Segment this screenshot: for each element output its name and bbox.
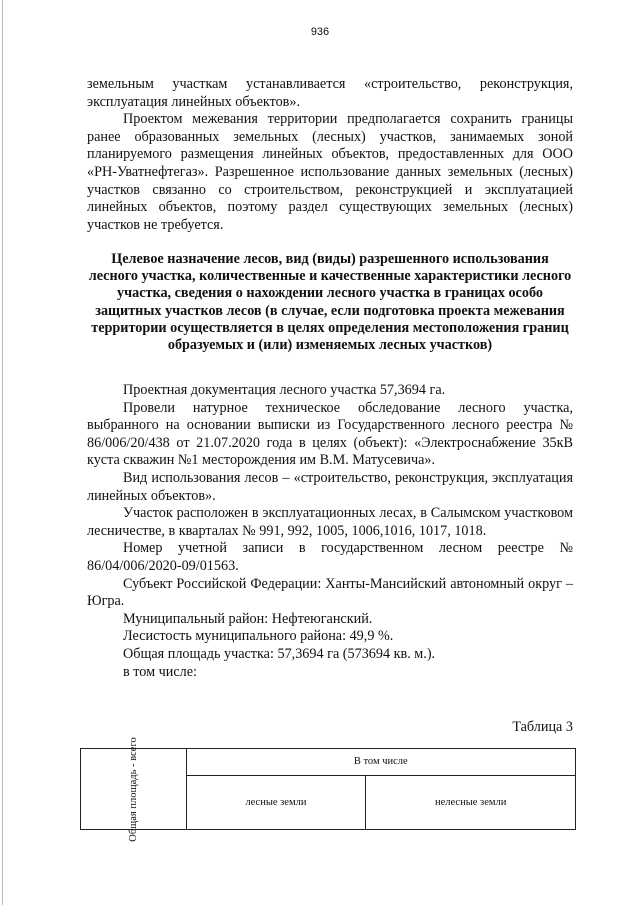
- section-heading: Целевое назначение лесов, вид (виды) разрешенного использования лесного участка, количественные и качественные характеристики лесного участка, сведения о нахождении лесного участка в границах особо защитных участков лесов (в случае, если подготовка проекта межевания территории осуществляется в целях определения местоположения границ образуемых и (или) изменяемых лесных участков): [88, 251, 572, 354]
- area-table: [80, 736, 576, 842]
- body-text: [87, 382, 573, 681]
- header-forest-land: лесные земли: [186, 775, 366, 829]
- body-paragraph-region: Субъект Российской Федерации: Ханты-Мансийский автономный округ – Югра.: [87, 575, 573, 610]
- header-total-area-label: Общая площадь - всего: [127, 736, 139, 842]
- body-paragraph-survey: Провели натурное техническое обследование лесного участка, выбранного на основании выписки из Государственного лесного реестра № 86/006/20/438 от 21.07.2020 года в целях (объект): «Электроснабжение 35кВ куста скважин №1 месторождения им В.М. Матусевича».: [87, 399, 573, 469]
- body-paragraph-including: в том числе:: [123, 663, 197, 680]
- page-number: 936: [310, 26, 330, 38]
- header-including: В том числе: [186, 749, 576, 776]
- body-paragraph-forest-cover: Лесистость муниципального района: 49,9 %.: [123, 628, 394, 645]
- header-total-area: [81, 736, 187, 842]
- intro-paragraph-continued: земельным участкам устанавливается «строительство, реконструкция, эксплуатация линейных объектов».: [87, 76, 573, 110]
- table-header-row: [81, 749, 576, 776]
- body-paragraph-use-type: Вид использования лесов – «строительство, реконструкция, эксплуатация линейных объектов».: [87, 469, 573, 504]
- body-paragraph-total-area: Общая площадь участка: 57,3694 га (573694 кв. м.).: [123, 645, 436, 662]
- header-nonforest-land: нелесные земли: [366, 775, 576, 829]
- intro-text: [87, 76, 573, 234]
- table-caption: Таблица 3: [512, 719, 573, 735]
- body-paragraph-district: Муниципальный район: Нефтеюганский.: [123, 610, 373, 627]
- body-paragraph-registry: Номер учетной записи в государственном лесном реестре № 86/04/006/2020-09/01563.: [87, 540, 573, 574]
- intro-paragraph: Проектом межевания территории предполагается сохранить границы ранее образованных земельных (лесных) участков, занимаемых зоной планируемого размещения линейных объектов, предоставленных для ООО «РН-Уватнефтегаз». Разрешенное использование данных земельных (лесных) участков связанно со строительством, реконструкцией и эксплуатацией линейных объектов, поэтому раздел существующих земельных (лесных) участков не требуется.: [87, 111, 573, 233]
- body-paragraph-project-doc: Проектная документация лесного участка 57,3694 га.: [123, 382, 446, 398]
- body-paragraph-location: Участок расположен в эксплуатационных лесах, в Салымском участковом лесничестве, в кварталах № 991, 992, 1005, 1006,1016, 1017, 1018.: [87, 505, 573, 539]
- page-edge-line: [2, 0, 3, 905]
